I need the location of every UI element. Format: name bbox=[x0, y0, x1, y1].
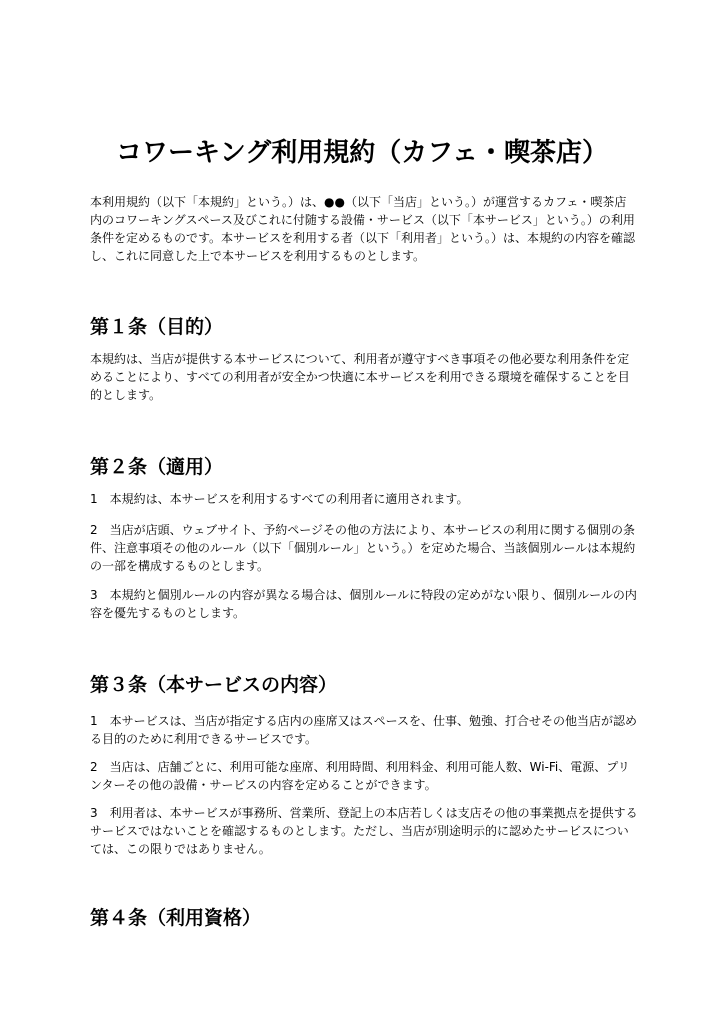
article-3-paragraph-3: 3 利用者は、本サービスが事務所、営業所、登記上の本店若しくは支店その他の事業拠点を提供するサービスではないことを確認するものとします。ただし、当店が別途明示的に認めたサービスについては、この限りではありません。 bbox=[90, 806, 638, 856]
article-1-heading: 第１条（目的） bbox=[90, 316, 224, 338]
article-2-heading: 第２条（適用） bbox=[90, 456, 224, 478]
article-3-paragraph-1: 1 本サービスは、当店が指定する店内の座席又はスペースを、仕事、勉強、打合せその他当店が認める目的のために利用できるサービスです。 bbox=[90, 714, 638, 746]
article-1-paragraph-1: 本規約は、当店が提供する本サービスについて、利用者が遵守すべき事項その他必要な利用条件を定めることにより、すべての利用者が安全かつ快適に本サービスを利用できる環境を確保することを目的とします。 bbox=[90, 352, 630, 402]
article-2-paragraph-3: 3 本規約と個別ルールの内容が異なる場合は、個別ルールに特段の定めがない限り、個別ルールの内容を優先するものとします。 bbox=[90, 588, 637, 620]
article-2-paragraph-2: 2 当店が店頭、ウェブサイト、予約ページその他の方法により、本サービスの利用に関する個別の条件、注意事項その他のルール（以下「個別ルール」という。）を定めた場合、当該個別ルールは本規約の一部を構成するものとします。 bbox=[90, 523, 636, 573]
article-3-paragraph-2: 2 当店は、店舗ごとに、利用可能な座席、利用時間、利用料金、利用可能人数、Wi-Fi、電源、プリンターその他の設備・サービスの内容を定めることができます。 bbox=[90, 760, 630, 792]
article-2-paragraph-1: 1 本規約は、本サービスを利用するすべての利用者に適用されます。 bbox=[90, 492, 469, 506]
preamble-paragraph: 本利用規約（以下「本規約」という。）は、●●（以下「当店」という。）が運営するカフェ・喫茶店内のコワーキングスペース及びこれに付随する設備・サービス（以下「本サービス」という。）の利用条件を定めるものです。本サービスを利用する者（以下「利用者」という。）は、本規約の内容を確認し、これに同意した上で本サービスを利用するものとします。 bbox=[90, 195, 636, 263]
article-4-heading: 第４条（利用資格） bbox=[90, 907, 262, 929]
article-3-heading: 第３条（本サービスの内容） bbox=[90, 674, 338, 696]
document-title: コワーキング利用規約（カフェ・喫茶店） bbox=[116, 138, 608, 169]
